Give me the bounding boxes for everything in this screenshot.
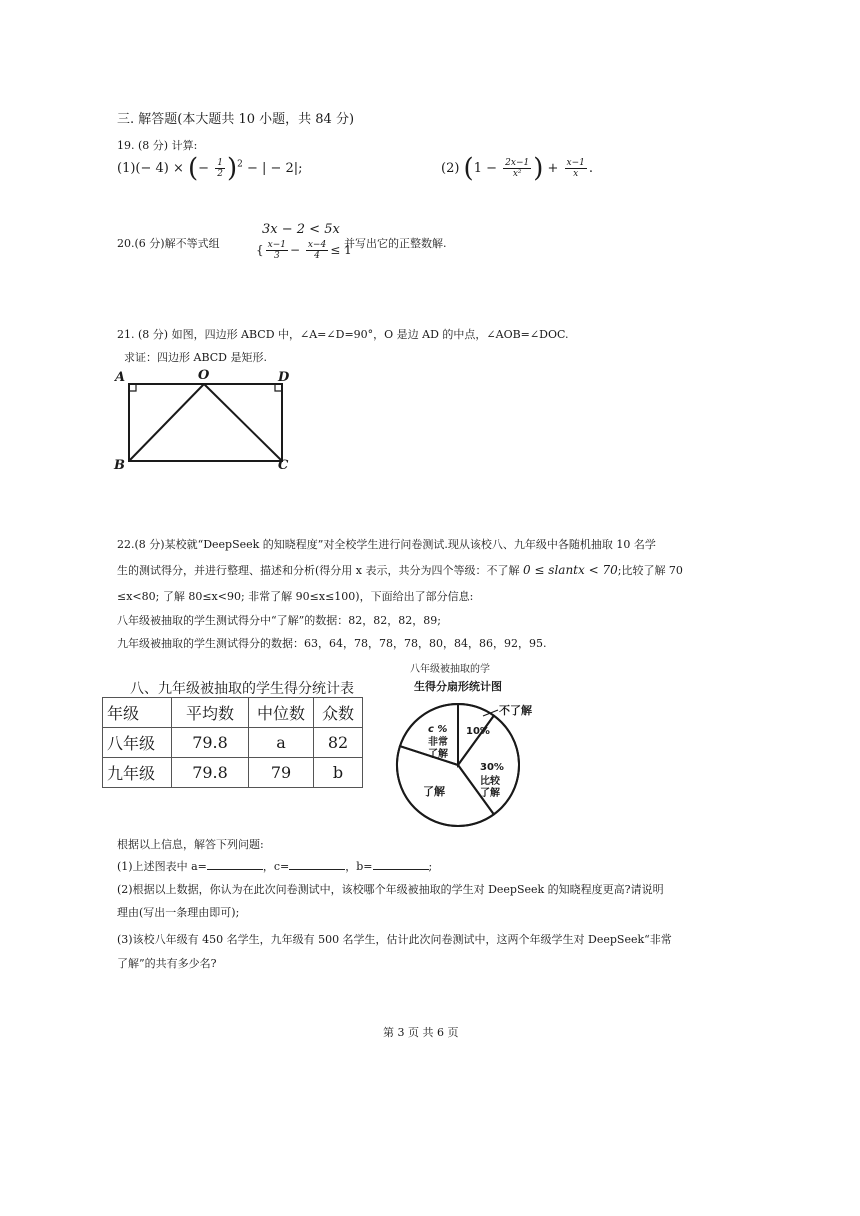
table-cell: 79.8 — [172, 758, 249, 788]
sub-question-3-line2: 了解”的共有多少名? — [117, 957, 217, 970]
q20-prefix: 20.(6 分)解不等式组 — [117, 237, 220, 250]
label-a: A — [115, 370, 126, 385]
q22-line3: ≤x<80; 了解 80≤x<90; 非常了解 90≤x≤100)，下面给出了部分信息: — [117, 590, 474, 603]
label-b: B — [114, 458, 125, 473]
slice-label-fairly-2: 了解 — [480, 788, 500, 799]
q20-line1: 3x − 2 < 5x — [262, 222, 340, 237]
table-header: 众数 — [314, 698, 363, 728]
section-title: 三. 解答题(本大题共 10 小题，共 84 分) — [117, 112, 355, 127]
q19-part2: (2) (1 − $\frac{2x-1}{\text{x²}}$ ) + $\frac{x-1}{x}$ . — [441, 153, 594, 184]
table-cell: 82 — [314, 728, 363, 758]
q20-line2: { $\frac{x-1}{3}$ − $\frac{x-4}{4}$ ≤ 1 — [256, 240, 352, 261]
table-header: 中位数 — [249, 698, 314, 728]
sub-question-3-line1: (3)该校八年级有 450 名学生，九年级有 500 名学生，估计此次问卷测试中，这两个年级学生对 DeepSeek“非常 — [117, 933, 672, 946]
table-header: 平均数 — [172, 698, 249, 728]
segment-ob — [129, 384, 204, 461]
table-cell: b — [314, 758, 363, 788]
table-cell: 79.8 — [172, 728, 249, 758]
q21-line1: 21. (8 分) 如图，四边形 ABCD 中，∠A=∠D=90°，O 是边 AD 的中点，∠AOB=∠DOC. — [117, 328, 569, 341]
blank-a[interactable] — [207, 857, 263, 870]
quadrilateral-figure — [110, 365, 300, 475]
q20-suffix: 并写出它的正整数解. — [344, 237, 447, 250]
blank-b[interactable] — [373, 857, 429, 870]
slice-label-very-2: 了解 — [428, 749, 448, 760]
blank-c[interactable] — [289, 857, 345, 870]
table-title: 八、九年级被抽取的学生得分统计表 — [130, 681, 354, 697]
q22-line5: 九年级被抽取的学生测试得分的数据：63，64，78，78，78，80，84，86，92，95. — [117, 637, 547, 650]
slice-label-understand: 了解 — [423, 785, 445, 798]
rectangle-abcd — [129, 384, 282, 461]
slice-label-very: 非常 — [428, 737, 448, 748]
right-angle-a — [129, 384, 136, 391]
questions-intro: 根据以上信息，解答下列问题: — [117, 838, 264, 851]
q19-header: 19. (8 分) 计算: — [117, 139, 198, 152]
table-row — [103, 758, 363, 788]
q22-line1: 22.(8 分)某校就“DeepSeek 的知晓程度”对全校学生进行问卷测试.现从该校八、九年级中各随机抽取 10 名学 — [117, 538, 656, 551]
label-d: D — [278, 370, 290, 385]
pie-caption-line1: 八年级被抽取的学 — [410, 664, 490, 675]
table-cell: 九年级 — [103, 758, 172, 788]
slice-value-not-understand: 10% — [466, 726, 490, 737]
sub-question-2-line2: 理由(写出一条理由即可); — [117, 906, 240, 919]
q19-part1: (1)(− 4) × (− $\frac{1}{2}$ )$^2$ − | − 2|; — [117, 153, 303, 184]
segment-oc — [204, 384, 282, 461]
q22-line4: 八年级被抽取的学生测试得分中“了解”的数据：82，82，82，89; — [117, 614, 441, 627]
page-footer: 第 3 页 共 6 页 — [383, 1026, 459, 1039]
slice-value-very: c % — [428, 724, 448, 735]
sub-question-1: (1)上述图表中 a= ，c= ，b= ; — [117, 857, 432, 874]
table-row — [103, 728, 363, 758]
table-cell: 79 — [249, 758, 314, 788]
slice-label-fairly: 比较 — [480, 776, 500, 787]
q22-line2: 生的测试得分，并进行整理、描述和分析(得分用 x 表示，共分为四个等级：不了解 0 ≤ slantx < 70;比较了解 70 — [117, 563, 683, 577]
table-cell: 八年级 — [103, 728, 172, 758]
right-angle-d — [275, 384, 282, 391]
label-o: O — [198, 368, 210, 383]
sub-question-2-line1: (2)根据以上数据，你认为在此次问卷测试中，该校哪个年级被抽取的学生对 DeepSeek 的知晓程度更高?请说明 — [117, 883, 664, 896]
pie-chart — [380, 690, 580, 835]
stats-table — [102, 697, 363, 788]
pie-chart-title: 生得分扇形统计图 — [414, 680, 502, 693]
q21-line2: 求证：四边形 ABCD 是矩形. — [124, 351, 267, 364]
slice-value-fairly: 30% — [480, 762, 504, 773]
table-header-row — [103, 698, 363, 728]
table-cell: a — [249, 728, 314, 758]
label-c: C — [278, 458, 289, 473]
table-header: 年级 — [103, 698, 172, 728]
slice-label-not-understand: 不了解 — [499, 704, 532, 717]
